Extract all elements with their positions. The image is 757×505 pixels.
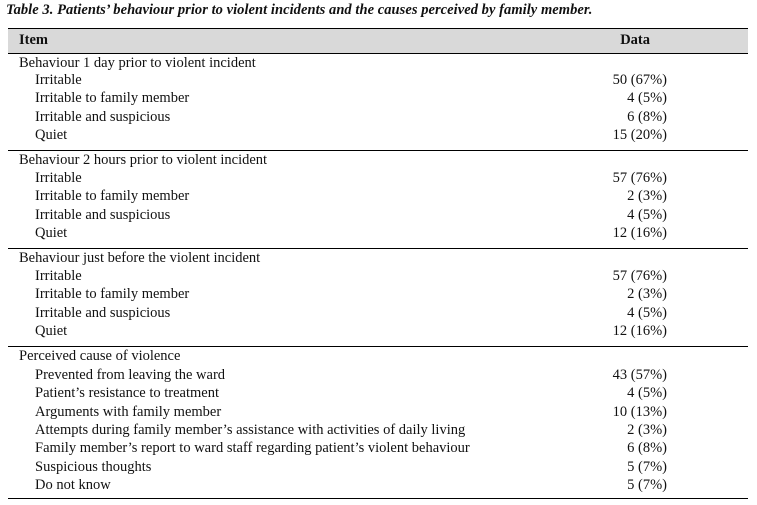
section-behaviour-2-hours bbox=[8, 151, 748, 249]
row-value: 6 (8%) bbox=[627, 108, 667, 125]
table-row bbox=[8, 477, 748, 495]
table-caption: Table 3. Patients’ behaviour prior to violent incidents and the causes perceived by family member. bbox=[6, 2, 593, 18]
row-value: 43 (57%) bbox=[612, 367, 667, 383]
table-row bbox=[8, 109, 748, 127]
section-title: Behaviour just before the violent incident bbox=[19, 250, 261, 266]
row-value: 50 (67%) bbox=[612, 72, 667, 88]
row-label: Quiet bbox=[35, 126, 68, 143]
table-row bbox=[8, 286, 748, 304]
table-row bbox=[8, 268, 748, 286]
row-label: Irritable to family member bbox=[35, 286, 190, 303]
row-label: Irritable bbox=[35, 170, 82, 186]
row-label: Quiet bbox=[35, 224, 68, 241]
table-row bbox=[8, 422, 748, 440]
table-row bbox=[8, 305, 748, 323]
row-label: Irritable and suspicious bbox=[35, 108, 171, 125]
row-label: Irritable to family member bbox=[35, 188, 190, 205]
row-value: 4 (5%) bbox=[627, 90, 667, 107]
row-label: Arguments with family member bbox=[35, 403, 222, 420]
row-value: 57 (76%) bbox=[612, 268, 667, 284]
row-value: 2 (3%) bbox=[627, 421, 667, 438]
row-value: 5 (7%) bbox=[627, 476, 667, 493]
row-label: Attempts during family member’s assistance with activities of daily living bbox=[35, 421, 466, 438]
row-value: 2 (3%) bbox=[627, 286, 667, 303]
table-row bbox=[8, 323, 748, 341]
row-label: Irritable to family member bbox=[35, 90, 190, 107]
section-behaviour-just-before bbox=[8, 249, 748, 347]
row-value: 4 (5%) bbox=[627, 385, 667, 402]
row-value: 2 (3%) bbox=[627, 188, 667, 205]
row-label: Irritable and suspicious bbox=[35, 206, 171, 223]
row-value: 15 (20%) bbox=[612, 126, 667, 143]
row-label: Family member’s report to ward staff regarding patient’s violent behaviour bbox=[35, 440, 470, 457]
table-row bbox=[8, 225, 748, 243]
table-row bbox=[8, 367, 748, 385]
row-value: 6 (8%) bbox=[627, 440, 667, 457]
row-label: Irritable and suspicious bbox=[35, 304, 171, 321]
table-row bbox=[8, 170, 748, 188]
table-row bbox=[8, 72, 748, 90]
table-header bbox=[8, 29, 748, 54]
row-label: Irritable bbox=[35, 268, 82, 284]
table-row bbox=[8, 127, 748, 145]
row-label: Suspicious thoughts bbox=[35, 458, 152, 475]
table-row bbox=[8, 90, 748, 108]
header-data: Data bbox=[620, 32, 650, 48]
table-row bbox=[8, 385, 748, 403]
row-value: 12 (16%) bbox=[612, 224, 667, 241]
table-row bbox=[8, 188, 748, 206]
row-label: Prevented from leaving the ward bbox=[35, 367, 226, 383]
row-value: 12 (16%) bbox=[612, 322, 667, 339]
data-table bbox=[8, 28, 748, 499]
row-value: 4 (5%) bbox=[627, 206, 667, 223]
section-title: Perceived cause of violence bbox=[19, 348, 181, 364]
section-behaviour-1-day bbox=[8, 54, 748, 151]
header-item: Item bbox=[19, 32, 48, 48]
section-title: Behaviour 1 day prior to violent incident bbox=[19, 55, 256, 71]
table-row bbox=[8, 440, 748, 458]
row-label: Irritable bbox=[35, 72, 82, 88]
row-label: Quiet bbox=[35, 322, 68, 339]
row-value: 10 (13%) bbox=[612, 403, 667, 420]
section-perceived-cause bbox=[8, 347, 748, 497]
table-row bbox=[8, 459, 748, 477]
table-row bbox=[8, 404, 748, 422]
row-label: Patient’s resistance to treatment bbox=[35, 385, 220, 402]
row-value: 4 (5%) bbox=[627, 304, 667, 321]
table-row bbox=[8, 207, 748, 225]
section-title: Behaviour 2 hours prior to violent incident bbox=[19, 152, 268, 168]
row-value: 57 (76%) bbox=[612, 170, 667, 186]
row-value: 5 (7%) bbox=[627, 458, 667, 475]
row-label: Do not know bbox=[35, 476, 111, 493]
